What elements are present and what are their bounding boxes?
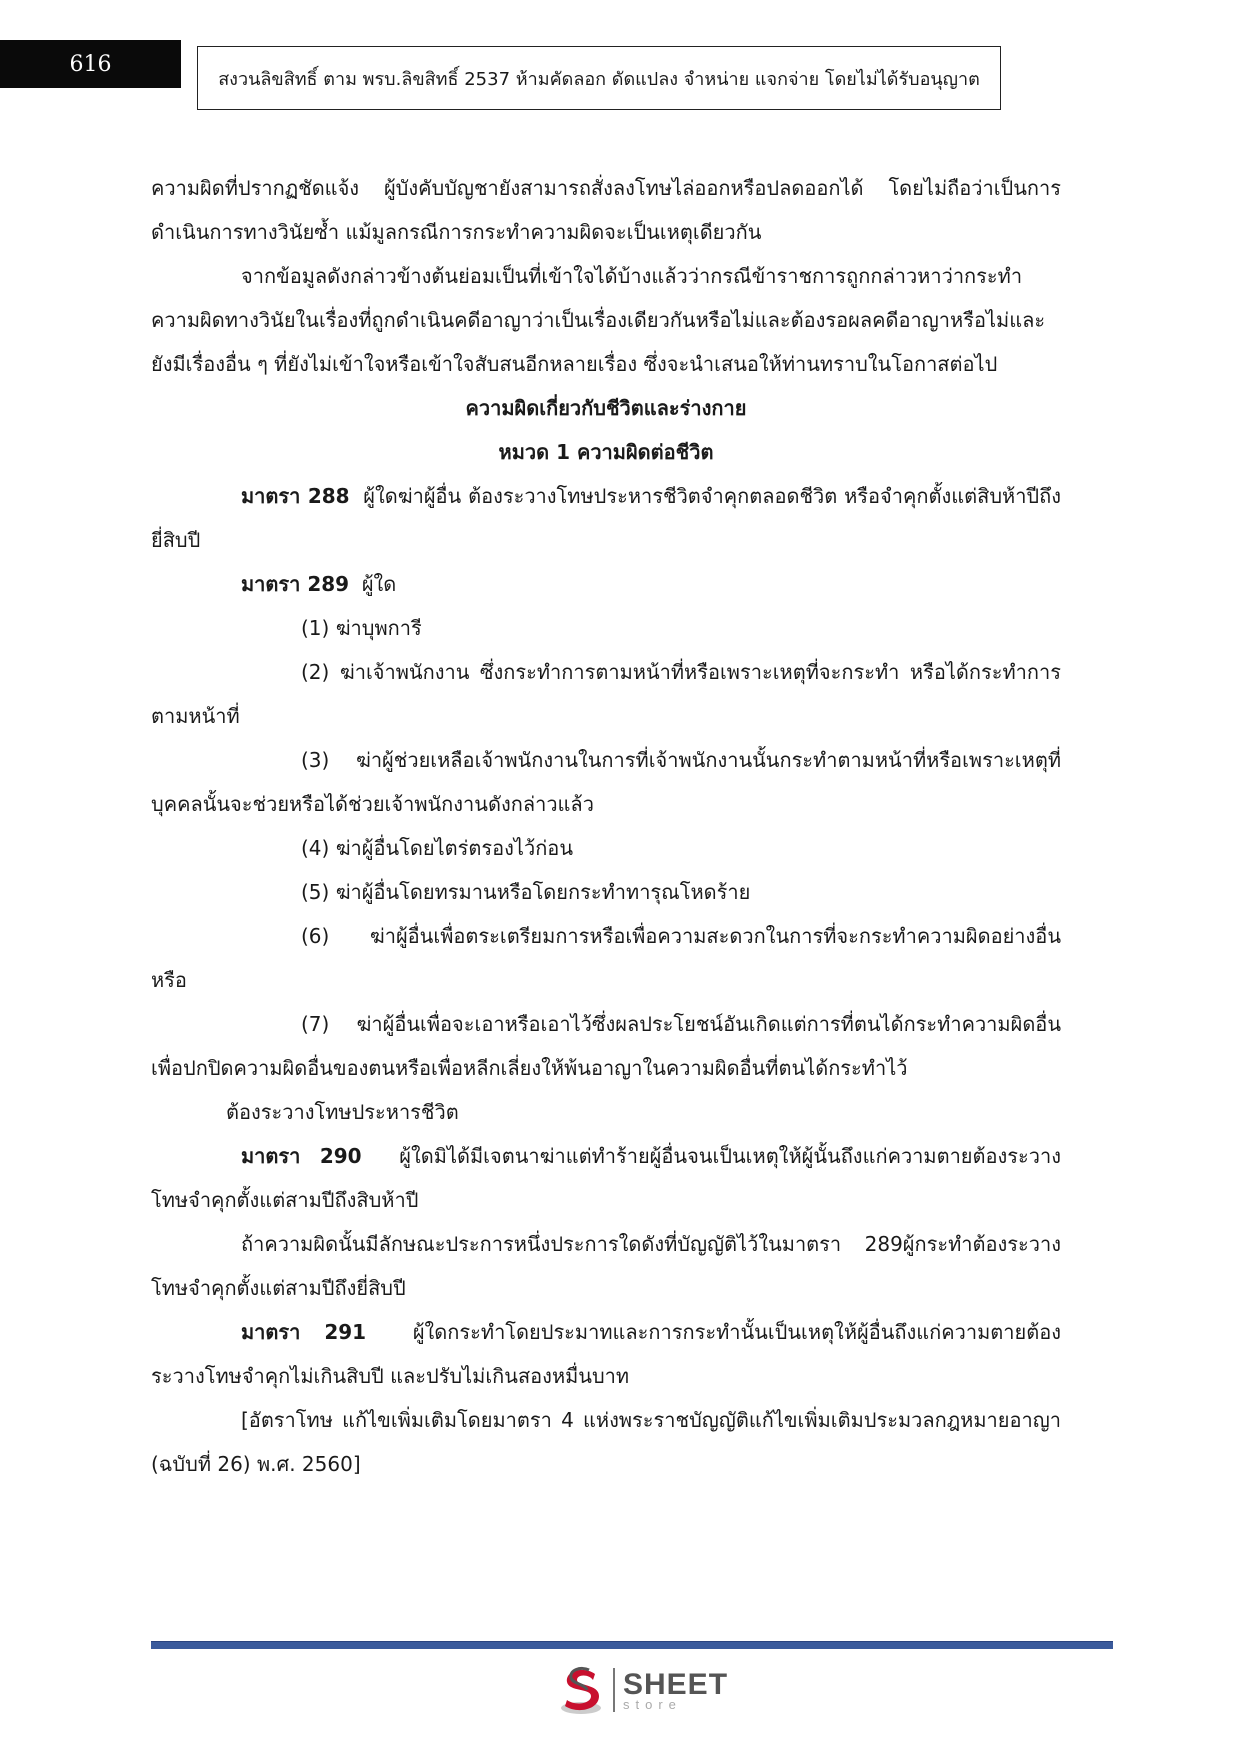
section-290-text: ผู้ใดมิได้มีเจตนาฆ่าแต่ทำร้ายผู้อื่นจนเป็นเหตุให้ผู้นั้นถึงแก่ความตายต้องระวางโทษจำคุกตั้งแต่สามปีถึงสิบห้าปี [151,1144,1061,1212]
section-291-label: มาตรา 291 [241,1320,367,1344]
section-290-label: มาตรา 290 [241,1144,362,1168]
list-item: (1) ฆ่าบุพการี [301,616,422,640]
section-291-text: ผู้ใดกระทำโดยประมาทและการกระทำนั้นเป็นเหตุให้ผู้อื่นถึงแก่ความตายต้องระวางโทษจำคุกไม่เกินสิบปี และปรับไม่เกินสองหมื่นบาท [151,1320,1062,1388]
section-288 [151,474,1061,562]
logo-sub: store [623,1696,682,1712]
section-291 [151,1310,1061,1398]
section-289-penalty: ต้องระวางโทษประหารชีวิต [226,1100,459,1124]
list-item: (6) ฆ่าผู้อื่นเพื่อตระเตรียมการหรือเพื่อความสะดวกในการที่จะกระทำความผิดอย่างอื่นหรือ [151,924,1061,992]
chapter-heading: หมวด 1 ความผิดต่อชีวิต [498,440,714,464]
paragraph-2: จากข้อมูลดังกล่าวข้างต้นย่อมเป็นที่เข้าใจได้บ้างแล้วว่ากรณีข้าราชการถูกกล่าวหาว่ากระทำความผิดทางวินัยในเรื่องที่ถูกดำเนินคดีอาญาว่าเป็นเรื่องเดียวกันหรือไม่และต้องรอผลคดีอาญาหรือไม่และยังมีเรื่องอื่น ๆ ที่ยังไม่เข้าใจหรือเข้าใจสับสนอีกหลายเรื่อง ซึ่งจะนำเสนอให้ท่านทราบในโอกาสต่อไป [151,264,1046,376]
logo-wordmark [623,1667,729,1712]
logo-name: SHEET [623,1667,729,1701]
sheet-store-s-logo-icon [555,1664,607,1716]
page-number: 616 [0,40,181,88]
copyright-header: สงวนลิขสิทธิ์ ตาม พรบ.ลิขสิทธิ์ 2537 ห้ามคัดลอก ดัดแปลง จำหน่าย แจกจ่าย โดยไม่ได้รับอนุญาต [197,46,1001,110]
sheet-store-logo [555,1664,728,1716]
section-290-paragraph-2: ถ้าความผิดนั้นมีลักษณะประการหนึ่งประการใดดังที่บัญญัติไว้ในมาตรา 289ผู้กระทำต้องระวางโทษจำคุกตั้งแต่สามปีถึงยี่สิบปี [151,1232,1061,1300]
list-item: (7) ฆ่าผู้อื่นเพื่อจะเอาหรือเอาไว้ซึ่งผลประโยชน์อันเกิดแต่การที่ตนได้กระทำความผิดอื่นเพื่อปกปิดความผิดอื่นของตนหรือเพื่อหลีกเลี่ยงให้พ้นอาญาในความผิดอื่นที่ตนได้กระทำไว้ [151,1012,1061,1080]
list-item: (2) ฆ่าเจ้าพนักงาน ซึ่งกระทำการตามหน้าที่หรือเพราะเหตุที่จะกระทำ หรือได้กระทำการตามหน้าที่ [151,660,1061,728]
section-288-label: มาตรา 288 [241,484,350,508]
section-heading: ความผิดเกี่ยวกับชีวิตและร่างกาย [465,396,747,420]
section-288-text: ผู้ใดฆ่าผู้อื่น ต้องระวางโทษประหารชีวิตจำคุกตลอดชีวิต หรือจำคุกตั้งแต่สิบห้าปีถึงยี่สิบปี [151,484,1062,552]
footer-divider [151,1641,1113,1649]
section-289-text: ผู้ใด [361,572,397,596]
section-289 [151,562,1061,606]
amendment-note: [อัตราโทษ แก้ไขเพิ่มเติมโดยมาตรา 4 แห่งพระราชบัญญัติแก้ไขเพิ่มเติมประมวลกฎหมายอาญา (ฉบับที่ 26) พ.ศ. 2560] [151,1408,1061,1476]
list-item: (4) ฆ่าผู้อื่นโดยไตร่ตรองไว้ก่อน [301,836,573,860]
list-item: (3) ฆ่าผู้ช่วยเหลือเจ้าพนักงานในการที่เจ้าพนักงานนั้นกระทำตามหน้าที่หรือเพราะเหตุที่บุคคลนั้นจะช่วยหรือได้ช่วยเจ้าพนักงานดังกล่าวแล้ว [151,748,1061,816]
document-body [151,166,1061,1486]
logo-divider [613,1668,615,1712]
list-item: (5) ฆ่าผู้อื่นโดยทรมานหรือโดยกระทำทารุณโหดร้าย [301,880,751,904]
section-289-label: มาตรา 289 [241,572,350,596]
section-290 [151,1134,1061,1222]
paragraph-1: ความผิดที่ปรากฏชัดแจ้ง ผู้บังคับบัญชายังสามารถสั่งลงโทษไล่ออกหรือปลดออกได้ โดยไม่ถือว่าเป็นการดำเนินการทางวินัยซ้ำ แม้มูลกรณีการกระทำความผิดจะเป็นเหตุเดียวกัน [151,176,1061,244]
